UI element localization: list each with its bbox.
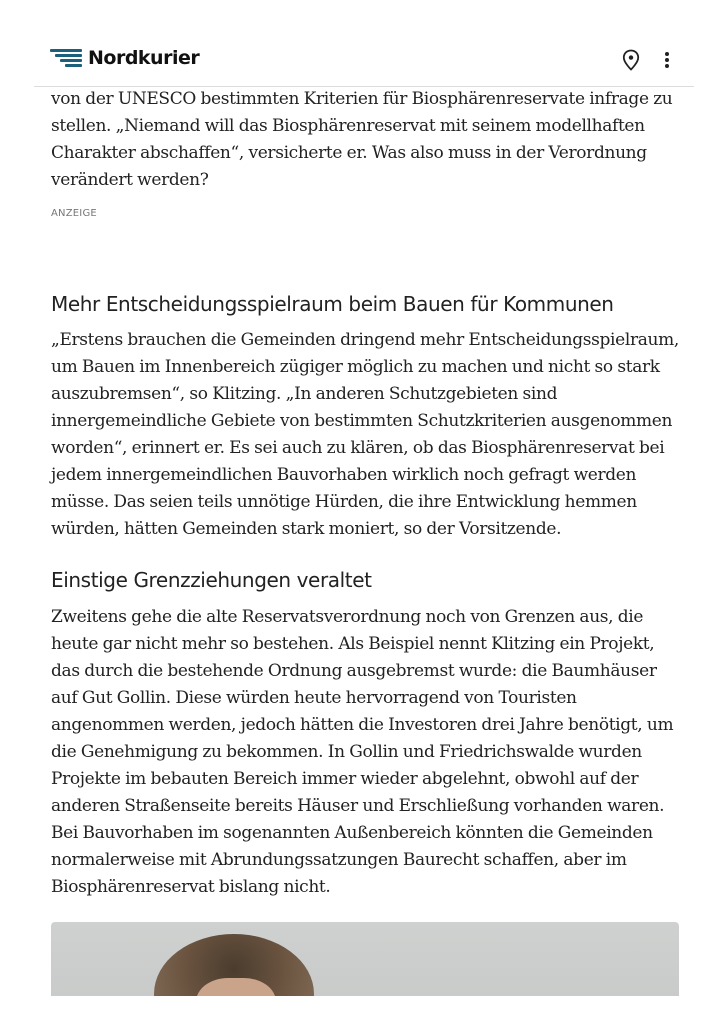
section-paragraph: „Erstens brauchen die Gemeinden dringend mehr Entscheidungsspielraum, um Bauen im Innenbereich zügiger möglich zu machen und nicht so stark auszubremsen“, so Klitzing. „In anderen Schutzgebieten sind innergemeindliche Gebiete von bestimmten Schutzkriterien ausgenommen worden“, erinnert er. Es sei auch zu klären, ob das Biosphärenreservat bei jedem innergemeindlichen Bauvorhaben wirklich noch gefragt werden müsse. Das seien teils unnötige Hürden, die ihre Entwicklung hemmen würden, hätten Gemeinden stark moniert, so der Vorsitzende. xyxy=(51,330,679,539)
more-menu-button[interactable] xyxy=(653,46,681,74)
nordkurier-logo-icon xyxy=(50,49,82,67)
article-body xyxy=(51,86,681,897)
intro-paragraph: von der UNESCO bestimmten Kriterien für Biosphärenreservate infrage zu stellen. „Niemand will das Biosphärenreservat mit seinem modellhaften Charakter abschaffen“, versicherte er. Was also muss in der Verordnung verändert werden? xyxy=(51,89,673,190)
site-header xyxy=(0,0,728,86)
map-pin-icon xyxy=(622,49,640,71)
more-vertical-icon xyxy=(664,51,670,69)
section-heading: Mehr Entscheidungsspielraum beim Bauen für Kommunen xyxy=(51,292,614,316)
section-paragraph: Zweitens gehe die alte Reservatsverordnung noch von Grenzen aus, die heute gar nicht mehr so bestehen. Als Beispiel nennt Klitzing ein Projekt, das durch die bestehende Ordnung ausgebremst wurde: die Baumhäuser auf Gut Gollin. Diese würden heute hervorragend von Touristen angenommen werden, jedoch hätten die Investoren drei Jahre benötigt, um die Genehmigung zu bekommen. In Gollin und Friedrichswalde wurden Projekte im bebauten Bereich immer wieder abgelehnt, obwohl auf der anderen Straßenseite bereits Häuser und Erschließung vorhanden waren. Bei Bauvorhaben im sogenannten Außenbereich könnten die Gemeinden normalerweise mit Abrundungssatzungen Baurecht schaffen, aber im Biosphärenreservat bislang nicht. xyxy=(51,607,674,897)
ad-label: ANZEIGE xyxy=(51,208,97,219)
brand-logo[interactable] xyxy=(50,47,199,69)
brand-name: Nordkurier xyxy=(88,47,200,69)
header-divider xyxy=(34,86,694,87)
location-button[interactable] xyxy=(617,46,645,74)
viewport-bottom xyxy=(0,996,728,1030)
article-image[interactable] xyxy=(51,922,679,996)
section-heading: Einstige Grenzziehungen veraltet xyxy=(51,568,372,592)
